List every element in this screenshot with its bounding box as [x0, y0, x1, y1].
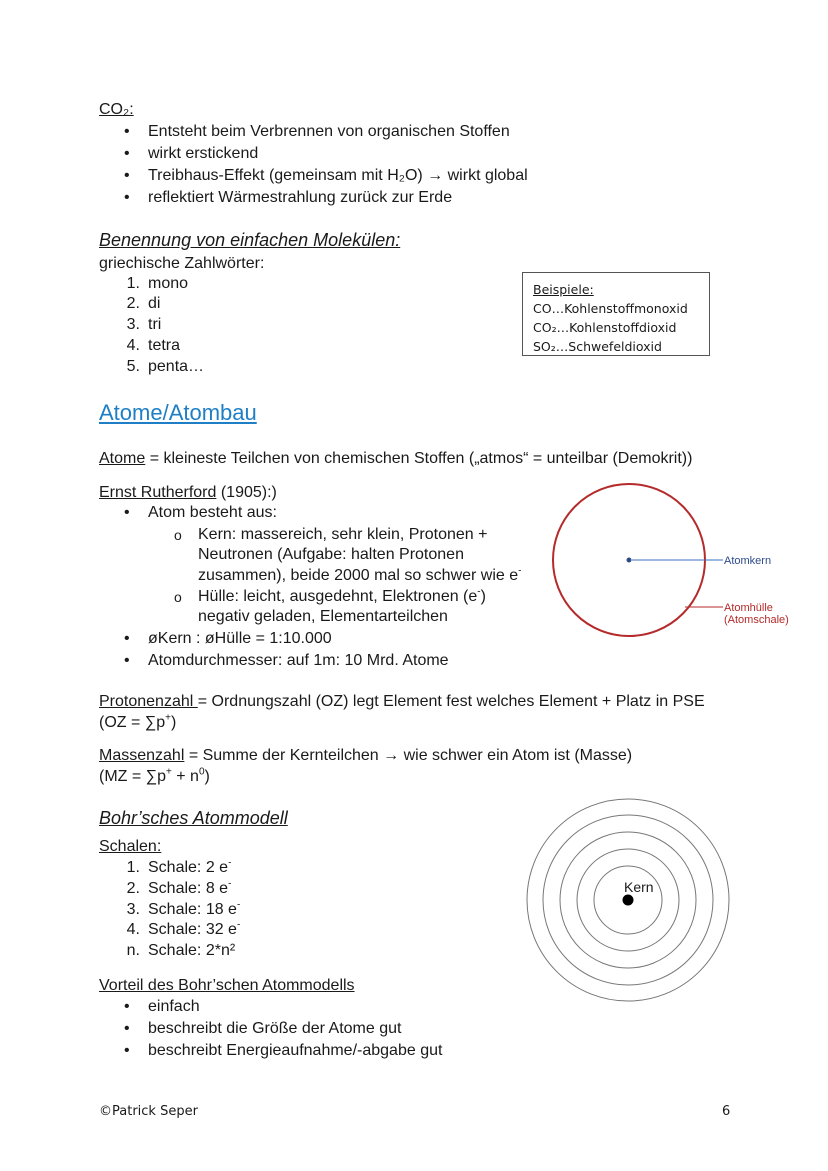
list-item [126, 336, 181, 356]
rutherford-term: Ernst Rutherford [99, 484, 217, 501]
formula-part: ) [204, 768, 210, 785]
molecules-heading: Benennung von einfachen Molekülen: [99, 230, 401, 250]
list-number: 4. [126, 921, 140, 938]
list-item [126, 919, 241, 940]
atoms-bullet: • Atom besteht aus: [148, 503, 277, 523]
list-number: 5. [126, 358, 140, 375]
atoms-bullet: • øKern : øHülle = 1:10.000 [148, 629, 332, 649]
list-text: Schale: 2 e [148, 859, 229, 876]
superscript: - [236, 899, 241, 911]
co2-heading: CO₂: [99, 101, 134, 118]
list-text: Schale: 2*n² [148, 942, 236, 959]
superscript: - [228, 857, 232, 869]
list-number: 2. [126, 880, 140, 897]
list-number: n. [126, 942, 140, 959]
shell-label-sub: (Atomschale) [724, 614, 789, 626]
list-number: 1. [126, 859, 140, 876]
page-number: 6 [722, 1104, 731, 1119]
list-text: mono [148, 275, 189, 292]
kern-label: Kern [624, 879, 654, 895]
footer-author: ©Patrick Seper [99, 1104, 198, 1119]
co2-bullet: • reflektiert Wärmestrahlung zurück zur Erde [148, 188, 452, 208]
list-number: 1. [126, 275, 140, 292]
atoms-definition [99, 449, 692, 469]
massen-formula [99, 767, 210, 787]
bohr-diagram [520, 794, 740, 1014]
massen-term: Massenzahl [99, 747, 185, 764]
list-text: Schale: 32 e [148, 921, 237, 938]
atom-nucleus-dot [627, 558, 632, 563]
list-text: Schale: 18 e [148, 901, 237, 918]
list-item [126, 315, 162, 335]
list-number: 2. [126, 295, 140, 312]
kern-line: o Kern: massereich, sehr klein, Protonen + [198, 525, 487, 545]
kern-line: Neutronen (Aufgabe: halten Protonen [198, 546, 464, 563]
kern-line-text: zusammen), beide 2000 mal so schwer wie e [198, 567, 519, 584]
list-number: 4. [126, 337, 140, 354]
atoms-term: Atome [99, 450, 146, 467]
examples-box [522, 272, 710, 356]
list-text: di [148, 295, 161, 312]
superscript: + [165, 712, 171, 724]
nucleus-dot [623, 895, 634, 906]
kern-line-last [198, 566, 522, 586]
list-item [126, 357, 205, 377]
list-item [126, 878, 232, 899]
huelle-text-end: ) [480, 588, 486, 605]
vorteil-heading: Vorteil des Bohr’schen Atommodells [99, 977, 355, 994]
rutherford-heading [99, 483, 277, 503]
atoms-bullet: • Atomdurchmesser: auf 1m: 10 Mrd. Atome [148, 651, 449, 671]
list-text: Schale: 8 e [148, 880, 229, 897]
superscript: - [228, 878, 232, 890]
superscript: - [518, 565, 522, 577]
list-item [126, 857, 232, 878]
massen-line [99, 746, 632, 766]
schalen-label: Schalen: [99, 838, 162, 855]
formula-part: ) [170, 714, 177, 731]
list-text: tri [148, 316, 162, 333]
atoms-def-text: = kleineste Teilchen von chemischen Stoffen („atmos“ = unteilbar (Demokrit)) [145, 450, 693, 467]
huelle-line [198, 587, 486, 607]
list-number: 3. [126, 901, 140, 918]
nucleus-label: Atomkern [724, 555, 772, 567]
formula-part: + n [171, 768, 199, 785]
massen-text: = Summe der Kernteilchen → wie schwer ein Atom ist (Masse) [184, 747, 633, 764]
rutherford-year: (1905):) [216, 484, 277, 501]
huelle-text: Hülle: leicht, ausgedehnt, Elektronen (e [198, 588, 478, 605]
list-item [126, 294, 161, 314]
atoms-heading: Atome/Atombau [99, 400, 257, 425]
protonen-text: = Ordnungszahl (OZ) legt Element fest welches Element + Platz in PSE [197, 693, 705, 710]
shell-label: Atomhülle [724, 602, 773, 614]
examples-title: Beispiele: [533, 282, 594, 297]
protonen-formula [99, 713, 176, 733]
example-line: SO₂…Schwefeldioxid [533, 339, 662, 354]
co2-bullet: • Treibhaus-Effekt (gemeinsam mit H₂O) → wirkt global [148, 166, 528, 186]
formula-part: (MZ = ∑p [99, 768, 166, 785]
list-item [126, 274, 189, 294]
superscript: - [236, 919, 241, 931]
protonen-line [99, 692, 705, 712]
rutherford-diagram [540, 475, 828, 645]
vorteil-bullet: • beschreibt Energieaufnahme/-abgabe gut [148, 1041, 442, 1061]
huelle-line: negativ geladen, Elementarteilchen [198, 608, 448, 625]
list-item [126, 941, 236, 961]
bohr-heading: Bohr’sches Atommodell [99, 808, 288, 828]
formula-part: (OZ = ∑p [99, 714, 166, 731]
vorteil-bullet: • beschreibt die Größe der Atome gut [148, 1019, 401, 1039]
protonen-term: Protonenzahl [99, 693, 198, 710]
list-text: penta… [148, 358, 205, 375]
co2-bullet: • wirkt erstickend [148, 144, 258, 164]
molecules-intro: griechische Zahlwörter: [99, 255, 265, 272]
superscript: 0 [198, 766, 205, 778]
superscript: - [477, 586, 481, 598]
superscript: + [165, 766, 172, 778]
co2-bullet: • Entsteht beim Verbrennen von organischen Stoffen [148, 122, 510, 142]
list-number: 3. [126, 316, 140, 333]
example-line: CO₂…Kohlenstoffdioxid [533, 320, 677, 335]
example-line: CO…Kohlenstoffmonoxid [533, 301, 688, 316]
list-item [126, 899, 241, 920]
vorteil-bullet: • einfach [148, 997, 200, 1017]
list-text: tetra [148, 337, 181, 354]
